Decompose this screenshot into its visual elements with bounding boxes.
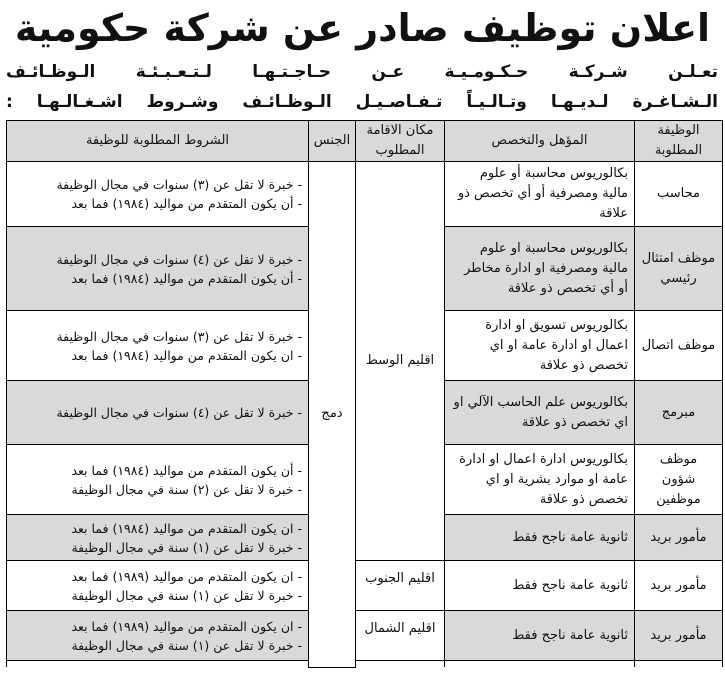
location: اقليم الشمال	[356, 611, 445, 661]
condition-line: - ان يكون المتقدم من مواليد (١٩٨٤) فما بعد	[71, 347, 302, 363]
empty-cell	[7, 661, 309, 668]
conditions	[7, 311, 309, 381]
conditions	[7, 162, 309, 227]
empty-cell	[356, 661, 445, 668]
empty-cell	[635, 661, 723, 668]
condition-line: - خبرة لا تقل عن (٣) سنوات في مجال الوظيفة	[56, 177, 302, 192]
conditions	[7, 561, 309, 611]
job-title: موظف شؤون موظفين	[635, 445, 723, 515]
conditions	[7, 381, 309, 445]
condition-line: - خبرة لا تقل عن (١) سنة في مجال الوظيفة	[71, 539, 302, 555]
condition-line: - أن يكون المتقدم من مواليد (١٩٨٤) فما بعد	[71, 270, 302, 286]
qualification: بكالوريوس محاسبة او علوم مالية ومصرفية او ادارة مخاطر أو أي تخصص ذو علاقة	[445, 227, 635, 311]
header-job: الوظيفة المطلوبة	[635, 121, 723, 162]
job-title: موظف امتثال رئيسي	[635, 227, 723, 311]
table-header-row	[7, 121, 723, 162]
job-title: مأمور بريد	[635, 515, 723, 561]
qualification: بكالوريوس تسويق او ادارة اعمال او ادارة عامة او اي تخصص ذو علاقة	[445, 311, 635, 381]
intro-line-1: تعـلـن شـركـة حـكـومـيـة عـن حـاجـتـهـا لـتـعـبـئـة الـوظـائـف	[6, 62, 718, 82]
condition-line: - ان يكون المتقدم من مواليد (١٩٨٩) فما بعد	[71, 618, 302, 634]
location: اقليم الجنوب	[356, 561, 445, 611]
job-title: مأمور بريد	[635, 561, 723, 611]
gender: دمج	[309, 162, 356, 668]
location-central: اقليم الوسط	[356, 162, 445, 561]
conditions	[7, 515, 309, 561]
qualification: بكالوريوس علم الحاسب الآلي او اي تخصص ذو علاقة	[445, 381, 635, 445]
condition-line: - أن يكون المتقدم من مواليد (١٩٨٤) فما بعد	[71, 462, 302, 478]
header-conditions: الشروط المطلوبة للوظيفة	[7, 121, 309, 162]
job-title: موظف اتصال	[635, 311, 723, 381]
condition-line: - خبرة لا تقل عن (٣) سنوات في مجال الوظيفة	[56, 328, 302, 344]
qualification: بكالوريوس محاسبة أو علوم مالية ومصرفية أو أي تخصص ذو علاقة	[445, 162, 635, 227]
header-qualification: المؤهل والتخصص	[445, 121, 635, 162]
condition-line: - خبرة لا تقل عن (٤) سنوات في مجال الوظيفة	[56, 405, 302, 420]
headline: اعلان توظيف صادر عن شركة حكومية	[14, 6, 711, 50]
condition-line: - ان يكون المتقدم من مواليد (١٩٨٩) فما بعد	[71, 568, 302, 584]
conditions	[7, 611, 309, 661]
table-row	[7, 611, 723, 661]
intro-line-2: الـشـاغـرة لـديـهـا وتـالـيـاً تـفـاصـيـل الـوظـائـف وشـروط اشـغـالـهـا :	[6, 92, 718, 112]
header-location: مكان الاقامة المطلوب	[356, 121, 445, 162]
qualification: ثانوية عامة ناجح فقط	[445, 611, 635, 661]
table-row-cut	[7, 661, 723, 668]
header-gender: الجنس	[309, 121, 356, 162]
qualification: ثانوية عامة ناجح فقط	[445, 561, 635, 611]
condition-line: - خبرة لا تقل عن (١) سنة في مجال الوظيفة	[71, 637, 302, 653]
condition-line: - خبرة لا تقل عن (٤) سنوات في مجال الوظيفة	[56, 251, 302, 267]
conditions	[7, 227, 309, 311]
qualification: بكالوريوس ادارة اعمال او ادارة عامة او موارد بشرية او اي تخصص ذو علاقة	[445, 445, 635, 515]
empty-cell	[445, 661, 635, 668]
conditions	[7, 445, 309, 515]
job-title: مأمور بريد	[635, 611, 723, 661]
condition-line: - أن يكون المتقدم من مواليد (١٩٨٤) فما بعد	[71, 196, 302, 211]
table-row	[7, 162, 723, 227]
qualification: ثانوية عامة ناجح فقط	[445, 515, 635, 561]
job-title: محاسب	[635, 162, 723, 227]
job-title: مبرمج	[635, 381, 723, 445]
condition-line: - خبرة لا تقل عن (١) سنة في مجال الوظيفة	[71, 587, 302, 603]
condition-line: - ان يكون المتقدم من مواليد (١٩٨٤) فما بعد	[71, 520, 302, 536]
jobs-table	[6, 120, 723, 668]
table-row	[7, 561, 723, 611]
condition-line: - خبرة لا تقل عن (٢) سنة في مجال الوظيفة	[71, 481, 302, 497]
